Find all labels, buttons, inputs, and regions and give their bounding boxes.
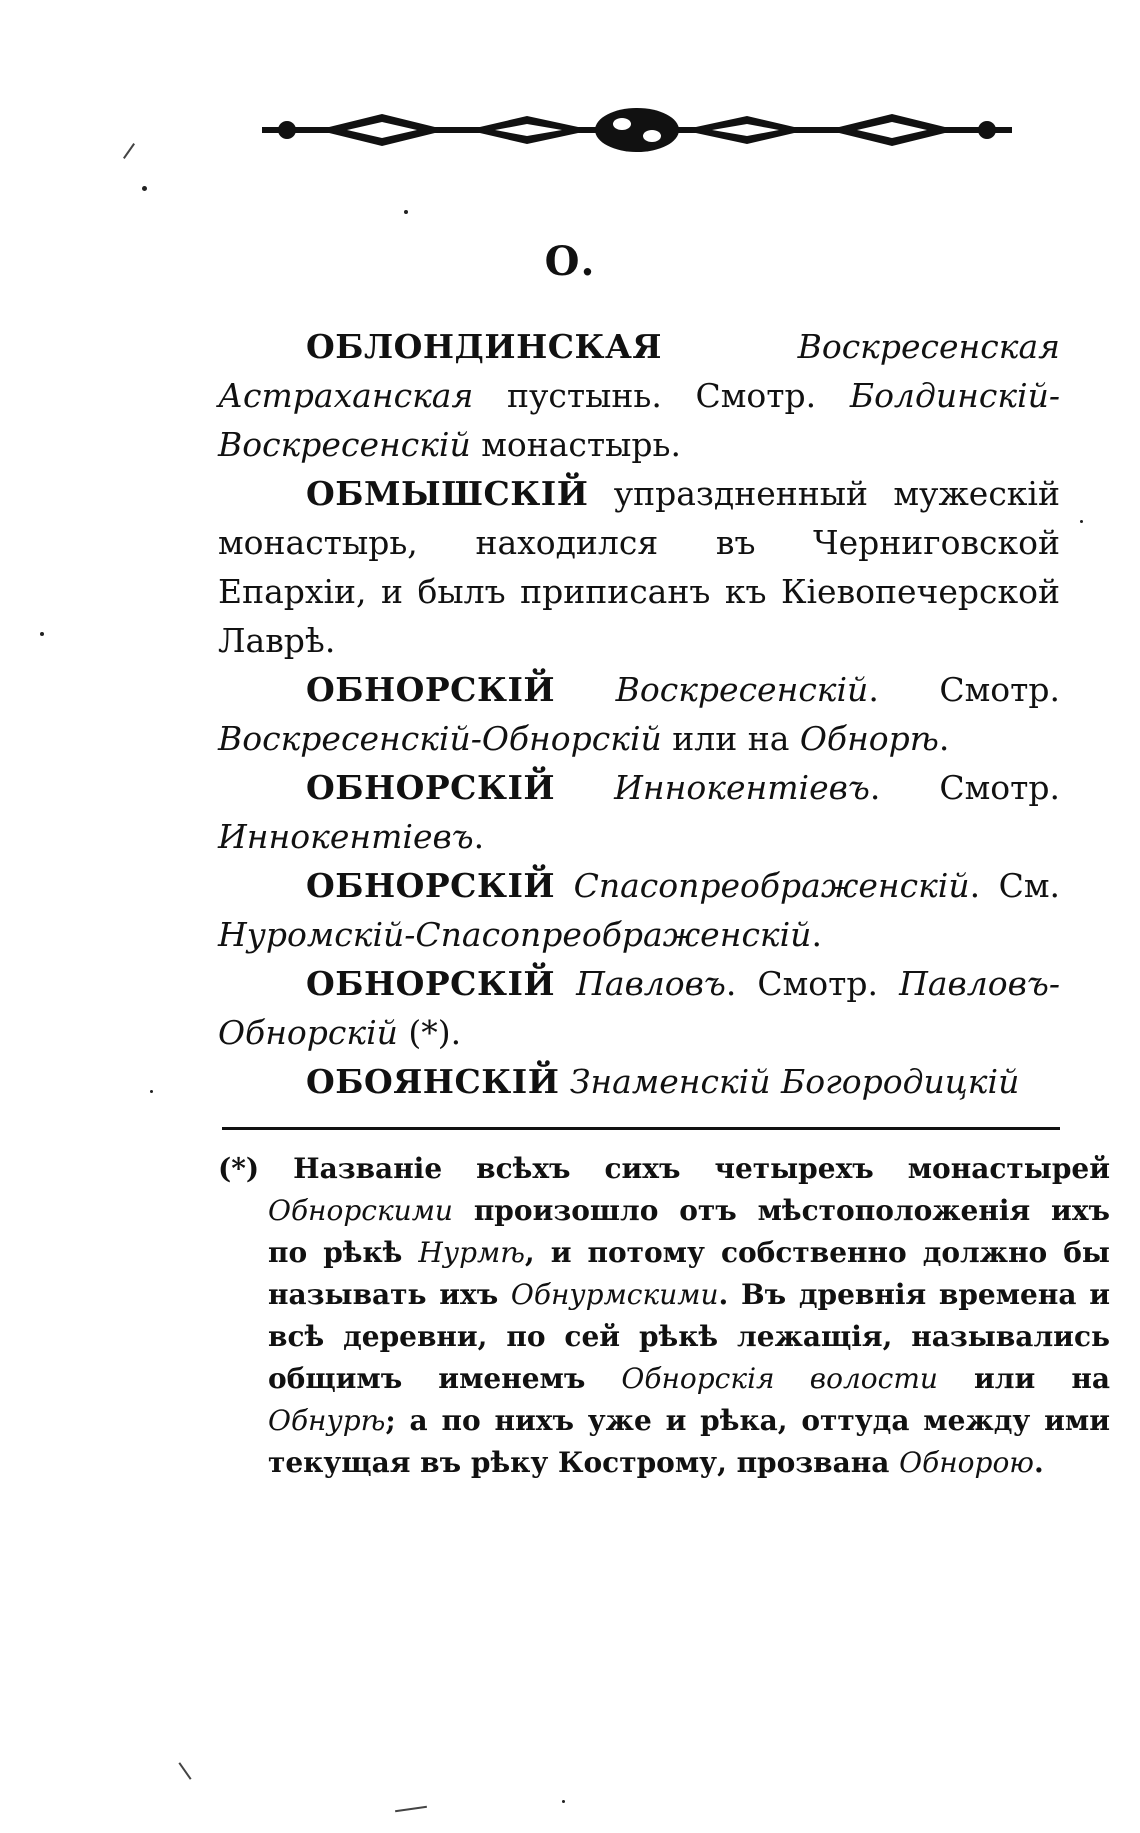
footnote-separator-rule bbox=[222, 1127, 1060, 1130]
text-run: . bbox=[473, 817, 485, 856]
italic-text: Обнорскія волости bbox=[621, 1362, 938, 1395]
italic-text: Обнорѣ bbox=[799, 719, 939, 758]
dictionary-entries bbox=[218, 322, 1060, 1106]
scan-speck bbox=[562, 1800, 565, 1803]
dictionary-entry bbox=[218, 665, 1060, 763]
italic-text: Обнурѣ bbox=[268, 1404, 386, 1437]
text-run: произошло отъ мѣстоположенія ихъ по рѣкѣ bbox=[268, 1194, 1110, 1269]
dictionary-entry bbox=[218, 763, 1060, 861]
italic-text: Иннокентіевъ bbox=[218, 817, 474, 856]
scan-speck bbox=[1080, 520, 1083, 523]
entry-headword: ОБОЯНСКІЙ bbox=[306, 1062, 560, 1101]
text-run: . Въ древнія времена и всѣ деревни, по сей рѣкѣ лежащія, назывались общимъ именемъ bbox=[268, 1278, 1110, 1395]
text-run: пустынь. Смотр. bbox=[473, 376, 850, 415]
text-run: (*) Названіе всѣхъ сихъ четырехъ монастырей bbox=[218, 1152, 1110, 1185]
italic-text: Обнорскими bbox=[268, 1194, 453, 1227]
text-run bbox=[555, 866, 573, 905]
italic-text: Нурмѣ bbox=[418, 1236, 525, 1269]
italic-text: Обнурмскими bbox=[510, 1278, 719, 1311]
footnote bbox=[218, 1148, 1110, 1484]
text-run: упраздненный мужескій монастырь, находился въ Черниговской Епархіи, и былъ приписанъ къ Кіевопечерской Лаврѣ. bbox=[218, 474, 1060, 660]
scan-mark bbox=[123, 143, 135, 159]
italic-text: Спасопреображенскій bbox=[573, 866, 970, 905]
text-run: . Смотр. bbox=[868, 670, 1060, 709]
scan-speck bbox=[404, 210, 408, 214]
entry-headword: ОБНОРСКІЙ bbox=[306, 964, 556, 1003]
entry-headword: ОБМЫШСКІЙ bbox=[306, 474, 589, 513]
text-run: монастырь. bbox=[470, 425, 681, 464]
text-run: . Смотр. bbox=[725, 964, 900, 1003]
scan-mark bbox=[178, 1762, 191, 1780]
text-run bbox=[555, 670, 616, 709]
text-run: . bbox=[811, 915, 822, 954]
scan-speck bbox=[150, 1090, 153, 1093]
text-run bbox=[555, 964, 576, 1003]
dictionary-entry bbox=[218, 469, 1060, 665]
text-run bbox=[555, 768, 614, 807]
dictionary-entry bbox=[218, 959, 1060, 1057]
dictionary-entry bbox=[218, 861, 1060, 959]
section-letter-heading: О. bbox=[544, 238, 596, 285]
dictionary-entry bbox=[218, 322, 1060, 469]
italic-text: Обнорою bbox=[899, 1446, 1034, 1479]
text-run bbox=[559, 1062, 570, 1101]
italic-text: Нуромскій-Спасопреображенскій bbox=[218, 915, 812, 954]
italic-text: Воскресенская Астраханская bbox=[218, 327, 1060, 415]
italic-text: Павловъ bbox=[576, 964, 726, 1003]
entry-headword: ОБЛОНДИНСКАЯ bbox=[306, 327, 663, 366]
scan-speck bbox=[40, 632, 44, 636]
scan-speck bbox=[142, 186, 147, 191]
italic-text: Воскресенскій bbox=[615, 670, 869, 709]
text-run: ; а по нихъ уже и рѣка, оттуда между ими текущая въ рѣку Кострому, прозвана bbox=[268, 1404, 1110, 1479]
italic-text: Павловъ-Обнорскій bbox=[218, 964, 1060, 1052]
text-run: . bbox=[1033, 1446, 1044, 1479]
entry-headword: ОБНОРСКІЙ bbox=[306, 768, 556, 807]
text-run: . См. bbox=[969, 866, 1060, 905]
italic-text: Воскресенскій-Обнорскій bbox=[218, 719, 662, 758]
text-run: или на bbox=[661, 719, 800, 758]
entry-headword: ОБНОРСКІЙ bbox=[306, 866, 556, 905]
text-run: , и потому собственно должно бы называть ихъ bbox=[268, 1236, 1111, 1311]
text-run: (*). bbox=[397, 1013, 462, 1052]
dictionary-entry bbox=[218, 1057, 1060, 1106]
entry-headword: ОБНОРСКІЙ bbox=[306, 670, 556, 709]
text-run: . Смотр. bbox=[869, 768, 1060, 807]
italic-text: Иннокентіевъ bbox=[614, 768, 870, 807]
text-run: . bbox=[938, 719, 950, 758]
text-run bbox=[662, 327, 798, 366]
text-run: или на bbox=[937, 1362, 1111, 1395]
italic-text: Знаменскій Богородицкій bbox=[569, 1062, 1020, 1101]
decorative-ornament-border bbox=[262, 100, 1012, 160]
scan-mark bbox=[395, 1806, 427, 1812]
italic-text: Болдинскій-Воскресенскій bbox=[218, 376, 1060, 464]
